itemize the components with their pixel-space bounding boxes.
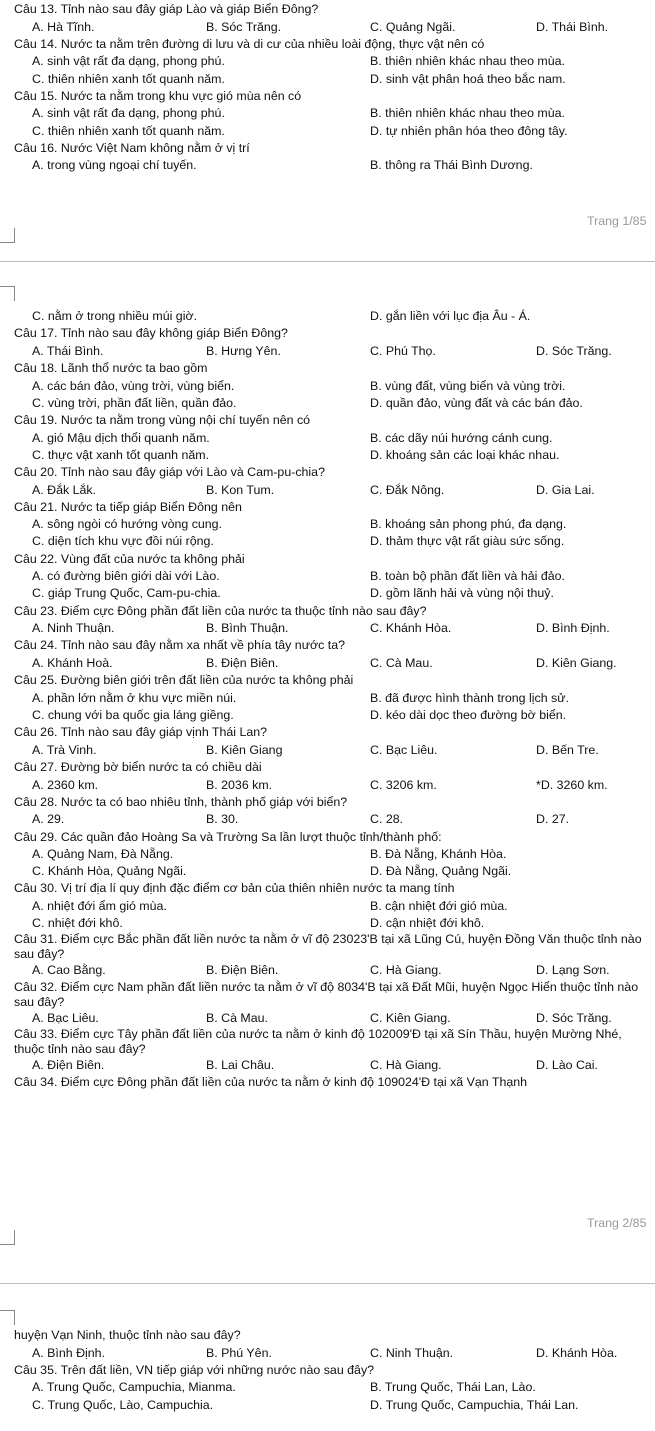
option[interactable]: C. Đắk Nông. [370,482,445,497]
option[interactable]: A. Bình Định. [32,1345,106,1360]
option[interactable]: D. Lào Cai. [536,1057,598,1072]
option[interactable]: C. nằm ở trong nhiều múi giờ. [32,309,198,323]
options-row [0,105,655,122]
option[interactable]: B. Kon Tum. [206,482,275,497]
question-stem: Câu 33. Điểm cực Tây phần đất liền của nước ta nằm ở kinh độ 102009'Đ tại xã Sín Thầu, huyện Mường Nhé, thuộc tỉnh nào sau đây? [14,1026,622,1056]
options-row [0,690,655,707]
question-stem: Câu 31. Điểm cực Bắc phần đất liền nước ta nằm ở vĩ độ 23023'B tại xã Lũng Cú, huyện Đồng Văn thuộc tỉnh nào sau đây? [14,932,642,962]
lead-options [0,1345,655,1362]
option[interactable]: C. vùng trời, phần đất liền, quần đảo. [32,395,237,410]
question-stem: Câu 26. Tỉnh nào sau đây giáp vịnh Thái Lan? [14,725,268,740]
options-row [0,811,655,828]
question-stem: Câu 34. Điểm cực Đông phần đất liền của nước ta nằm ở kinh độ 109024'Đ tại xã Vạn Thạnh [14,1075,528,1089]
question-block [0,724,655,759]
question-block [0,637,655,672]
question-block [0,980,655,1027]
option[interactable]: A. Đắk Lắk. [32,482,97,497]
option[interactable]: D. Khánh Hòa. [536,1345,618,1360]
options-row [0,777,655,794]
option[interactable]: C. Phú Thọ. [370,343,436,358]
option[interactable]: B. Cà Mau. [206,1010,268,1025]
page-3 [0,1327,655,1414]
option[interactable]: C. giáp Trung Quốc, Cam-pu-chia. [32,586,221,601]
options-row [0,123,655,140]
option[interactable]: B. các dãy núi hướng cánh cung. [370,430,553,445]
option[interactable]: C. Trung Quốc, Lào, Campuchia. [32,1397,214,1412]
option[interactable]: C. nhiệt đới khô. [32,916,123,931]
question-stem: Câu 22. Vùng đất của nước ta không phải [14,551,245,566]
option[interactable]: A. Hà Tĩnh. [32,19,95,34]
option[interactable]: A. Quảng Nam, Đà Nẵng. [32,847,174,862]
options-row [0,620,655,637]
option[interactable]: C. Khánh Hòa, Quảng Ngãi. [32,864,187,879]
option[interactable]: D. thảm thực vật rất giàu sức sống. [370,534,565,549]
options-row [0,430,655,447]
question-block [0,464,655,499]
page-1-footer: Trang 1/85 [587,214,647,228]
options-row [0,533,655,550]
question-block [0,551,655,603]
options-row [0,395,655,412]
option[interactable]: C. Khánh Hòa. [370,621,452,636]
question-stem: huyện Vạn Ninh, thuộc tỉnh nào sau đây? [14,1328,241,1342]
options-row [0,707,655,724]
option[interactable]: B. 30. [206,812,239,827]
option[interactable]: B. Trung Quốc, Thái Lan, Lào. [370,1380,536,1395]
page-3-questions [0,1362,655,1414]
question-block [0,325,655,360]
option[interactable]: B. thiên nhiên khác nhau theo mùa. [370,106,565,121]
option[interactable]: A. gió Mậu dịch thổi quanh năm. [32,430,210,445]
options-row [0,742,655,759]
option[interactable]: B. thiên nhiên khác nhau theo mùa. [370,54,565,69]
question-stem: Câu 17. Tỉnh nào sau đây không giáp Biển Đông? [14,326,288,341]
page-corner-mark [0,286,15,301]
question-block [0,360,655,412]
option[interactable]: A. sinh vật rất đa dạng, phong phú. [32,54,225,69]
option[interactable]: D. Bình Định. [536,621,610,636]
option[interactable]: B. khoáng sản phong phú, đa dạng. [370,517,567,532]
option[interactable]: A. Trà Vinh. [32,742,97,757]
option[interactable]: A. 29. [32,812,65,827]
options-row [0,915,655,932]
options-row [0,19,655,36]
question-block [0,794,655,829]
question-stem: Câu 19. Nước ta nằm trong vùng nội chí tuyến nên có [14,412,311,427]
option[interactable]: C. Hà Giang. [370,963,442,978]
question-stem: Câu 24. Tỉnh nào sau đây nằm xa nhất về phía tây nước ta? [14,638,345,653]
question-stem: Câu 35. Trên đất liền, VN tiếp giáp với những nước nào sau đây? [14,1362,375,1377]
question-block [0,1027,655,1074]
options-row [0,343,655,360]
question-stem: Câu 15. Nước ta nằm trong khu vực gió mùa nên có [14,88,302,103]
question-stem: Câu 23. Điểm cực Đông phần đất liền của nước ta thuộc tỉnh nào sau đây? [14,603,427,618]
options-row [0,846,655,863]
question-stem: Câu 18. Lãnh thổ nước ta bao gồm [14,360,208,375]
option[interactable]: C. thực vật xanh tốt quanh năm. [32,447,210,462]
option[interactable]: C. diện tích khu vực đồi núi rộng. [32,534,214,549]
page-1 [0,0,655,175]
question-stem: Câu 21. Nước ta tiếp giáp Biển Đông nên [14,499,242,514]
page-1-questions [0,0,655,175]
option[interactable]: A. Cao Bằng. [32,963,106,978]
question-block [0,1,655,36]
question-stem: Câu 30. Vị trí địa lí quy định đặc điểm cơ bản của thiên nhiên nước ta mang tính [14,881,455,896]
option[interactable]: D. Kiên Giang. [536,656,617,670]
option[interactable]: C. 3206 km. [370,777,437,792]
option[interactable]: C. thiên nhiên xanh tốt quanh năm. [32,71,225,86]
question-block [0,759,655,794]
options-row [0,898,655,915]
option[interactable]: D. cận nhiệt đới khô. [370,916,485,931]
option[interactable]: D. gắn liền với lục địa Âu - Á. [370,309,531,323]
page-corner-mark [0,1230,15,1245]
question-block [0,603,655,638]
question-stem: Câu 13. Tỉnh nào sau đây giáp Lào và giáp Biển Đông? [14,2,319,16]
question-stem: Câu 25. Đường biên giới trên đất liền của nước ta không phải [14,673,354,688]
options-row [0,1379,655,1396]
option[interactable]: A. 2360 km. [32,777,99,792]
option[interactable]: B. 2036 km. [206,777,273,792]
option[interactable]: A. nhiệt đới ẩm gió mùa. [32,899,167,914]
option[interactable]: A. Bạc Liêu. [32,1010,99,1025]
option[interactable]: D. Bến Tre. [536,742,599,757]
option[interactable]: C. Hà Giang. [370,1057,442,1072]
question-stem: Câu 20. Tỉnh nào sau đây giáp với Lào và Cam-pu-chia? [14,464,325,479]
page-corner-mark [0,1310,15,1325]
page-2-questions [0,325,655,1091]
option[interactable]: C. Bạc Liêu. [370,742,438,757]
page-divider [0,1283,655,1284]
option[interactable]: D. Sóc Trăng. [536,1010,612,1025]
option[interactable]: D. Đà Nẵng, Quảng Ngãi. [370,864,512,879]
question-block [0,88,655,140]
question-block [0,932,655,979]
option[interactable]: D. Gia Lai. [536,482,595,497]
option[interactable]: D. tự nhiên phân hóa theo đông tây. [370,123,568,138]
option[interactable]: B. Điện Biên. [206,656,279,670]
options-row [0,568,655,585]
option[interactable]: A. phần lớn nằm ở khu vực miền núi. [32,690,237,705]
option[interactable]: D. quần đảo, vùng đất và các bán đảo. [370,395,583,410]
option[interactable]: C. Kiên Giang. [370,1010,451,1025]
option[interactable]: A. sông ngòi có hướng vòng cung. [32,517,223,532]
option[interactable]: C. 28. [370,812,404,827]
options-row [0,157,655,174]
question-stem: Câu 28. Nước ta có bao nhiêu tỉnh, thành phố giáp với biển? [14,794,348,809]
option[interactable]: B. thông ra Thái Bình Dương. [370,158,533,173]
question-stem: Câu 32. Điểm cực Nam phần đất liền nước ta nằm ở vĩ độ 8034'B tại xã Đất Mũi, huyện Ngọc Hiển thuộc tỉnh nào sau đây? [14,979,639,1009]
page-2-footer: Trang 2/85 [587,1216,647,1230]
option[interactable]: B. Điện Biên. [206,963,279,978]
option[interactable]: A. sinh vật rất đa dạng, phong phú. [32,106,225,121]
option[interactable]: B. Hưng Yên. [206,343,281,358]
option[interactable]: C. Ninh Thuận. [370,1345,454,1360]
option[interactable]: A. trong vùng ngoại chí tuyến. [32,158,197,173]
options-row [0,1010,655,1027]
option[interactable]: B. toàn bộ phần đất liền và hải đảo. [370,569,565,584]
options-row [0,655,655,672]
option[interactable]: B. đã được hình thành trong lịch sử. [370,690,569,705]
option[interactable]: B. Phú Yên. [206,1345,272,1360]
option[interactable]: D. Trung Quốc, Campuchia, Thái Lan. [370,1397,579,1412]
option[interactable]: B. Bình Thuận. [206,621,289,636]
options-row [0,71,655,88]
options-row [0,585,655,602]
options-row [0,863,655,880]
option[interactable]: D. khoáng sản các loại khác nhau. [370,447,560,462]
question-block [0,1362,655,1414]
options-row [0,53,655,70]
options-row [0,516,655,533]
option[interactable]: B. Sóc Trăng. [206,19,282,34]
option[interactable]: B. Đà Nẵng, Khánh Hòa. [370,847,507,862]
option[interactable]: B. Kiên Giang [206,742,283,757]
option[interactable]: D. Sóc Trăng. [536,343,612,358]
option[interactable]: A. Trung Quốc, Campuchia, Mianma. [32,1380,236,1395]
question-block [0,412,655,464]
page-2 [0,308,655,1092]
option[interactable]: D. gồm lãnh hải và vùng nội thuỷ. [370,586,554,601]
lead-options [0,308,655,325]
question-block [0,36,655,88]
option[interactable]: A. Điện Biên. [32,1057,105,1072]
question-block [0,829,655,881]
option[interactable]: C. Quảng Ngãi. [370,19,456,34]
question-stem: Câu 27. Đường bờ biển nước ta có chiều dài [14,759,262,774]
options-row [0,962,655,979]
page-divider [0,261,655,262]
question-block [0,140,655,175]
options-row [0,1397,655,1414]
option[interactable]: B. Lai Châu. [206,1057,275,1072]
option[interactable]: A. Thái Bình. [32,343,104,358]
option[interactable]: D. 27. [536,812,570,827]
options-row [0,482,655,499]
option[interactable]: C. Cà Mau. [370,656,433,670]
option[interactable]: C. chung với ba quốc gia láng giềng. [32,707,234,722]
option[interactable]: B. vùng đất, vùng biển và vùng trời. [370,378,566,393]
option[interactable]: C. thiên nhiên xanh tốt quanh năm. [32,123,225,138]
question-stem: Câu 14. Nước ta nằm trên đường di lưu và di cư của nhiều loài động, thực vật nên có [14,36,485,51]
question-stem: Câu 29. Các quần đảo Hoàng Sa và Trường Sa lần lượt thuộc tỉnh/thành phố: [14,829,442,844]
option[interactable]: A. có đường biên giới dài với Lào. [32,569,220,584]
option[interactable]: D. sinh vật phân hoá theo bắc nam. [370,71,566,86]
question-block [0,880,655,932]
question-block [0,672,655,724]
option[interactable]: *D. 3260 km. [536,777,608,792]
page-corner-mark [0,228,15,243]
option[interactable]: D. kéo dài dọc theo đường bờ biển. [370,707,567,722]
option[interactable]: D. Thái Bình. [536,19,609,34]
question-block [0,1074,655,1092]
question-stem: Câu 16. Nước Việt Nam không nằm ở vị trí [14,140,250,155]
option[interactable]: D. Lạng Sơn. [536,963,610,978]
option[interactable]: B. cận nhiệt đới gió mùa. [370,899,508,914]
question-block [0,499,655,551]
options-row [0,1057,655,1074]
option[interactable]: A. Khánh Hoà. [32,656,113,670]
options-row [0,447,655,464]
option[interactable]: A. các bán đảo, vùng trời, vùng biển. [32,378,235,393]
options-row [0,378,655,395]
option[interactable]: A. Ninh Thuận. [32,621,115,636]
